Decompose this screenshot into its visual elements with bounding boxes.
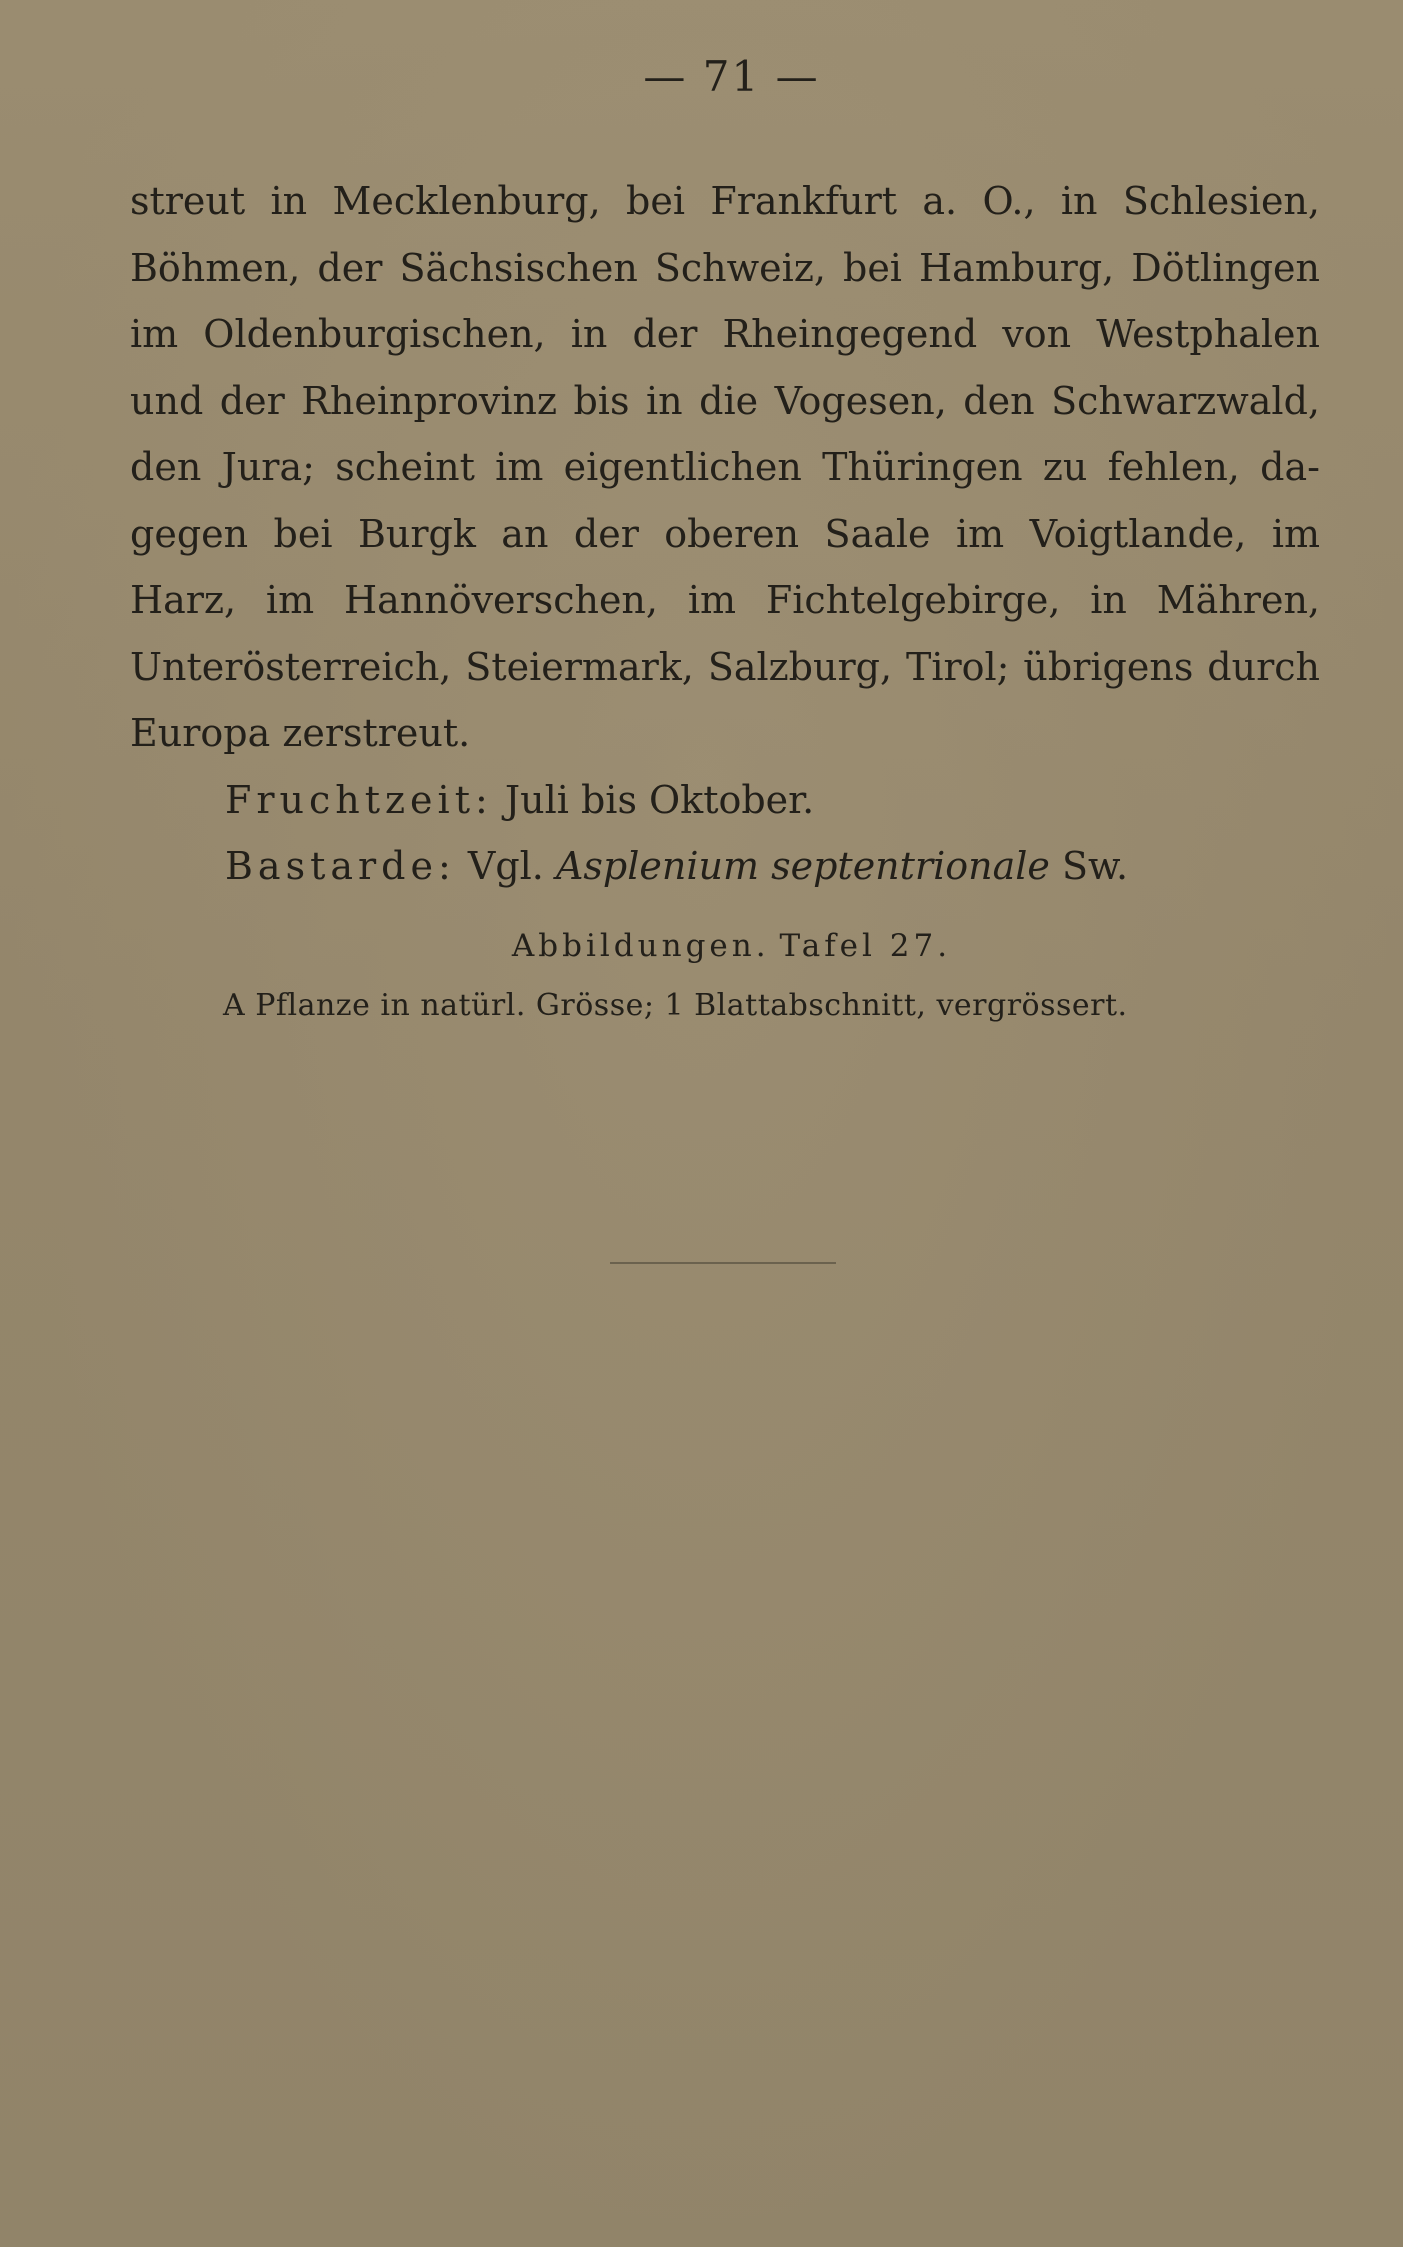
body-line: im Oldenburgischen, in der Rheingegend von Westphalen	[130, 312, 1320, 356]
caption-plate: Tafel 27.	[779, 928, 952, 964]
body-line: den Jura; scheint im eigentlichen Thüringen zu fehlen, da-	[130, 445, 1320, 489]
body-line: Europa zerstreut.	[130, 711, 471, 755]
body-line: Harz, im Hannöverschen, im Fichtelgebirge, in Mähren,	[130, 578, 1320, 622]
body-line: und der Rheinprovinz bis in die Vogesen, den Schwarzwald,	[130, 378, 1320, 423]
hybrids-prefix: Vgl.	[467, 844, 544, 888]
hybrids-line	[130, 833, 1320, 900]
caption-label: Abbildungen.	[511, 928, 770, 964]
fruit-time-line	[130, 767, 1320, 834]
body-line: gegen bei Burgk an der oberen Saale im Voigtlande, im	[130, 511, 1320, 556]
figure-caption-title	[0, 928, 1403, 964]
body-paragraph	[130, 168, 1320, 900]
figure-caption-text: A Pflanze in natürl. Grösse; 1 Blattabschnitt, vergrössert.	[223, 988, 1128, 1023]
page-number: — 71 —	[643, 52, 820, 101]
body-line: Unterösterreich, Steiermark, Salzburg, Tirol; übrigens durch	[130, 644, 1320, 689]
body-line: Böhmen, der Sächsischen Schweiz, bei Hamburg, Dötlingen	[130, 245, 1320, 290]
body-line: streut in Mecklenburg, bei Frankfurt a. O., in Schlesien,	[130, 179, 1320, 223]
hybrids-label: Bastarde:	[225, 844, 456, 888]
fruit-time-value: Juli bis Oktober.	[504, 777, 815, 822]
hybrids-author: Sw.	[1062, 844, 1129, 888]
section-divider	[610, 1262, 836, 1264]
hybrids-species: Asplenium septentrionale	[555, 844, 1050, 888]
fruit-time-label: Fruchtzeit:	[225, 777, 493, 822]
